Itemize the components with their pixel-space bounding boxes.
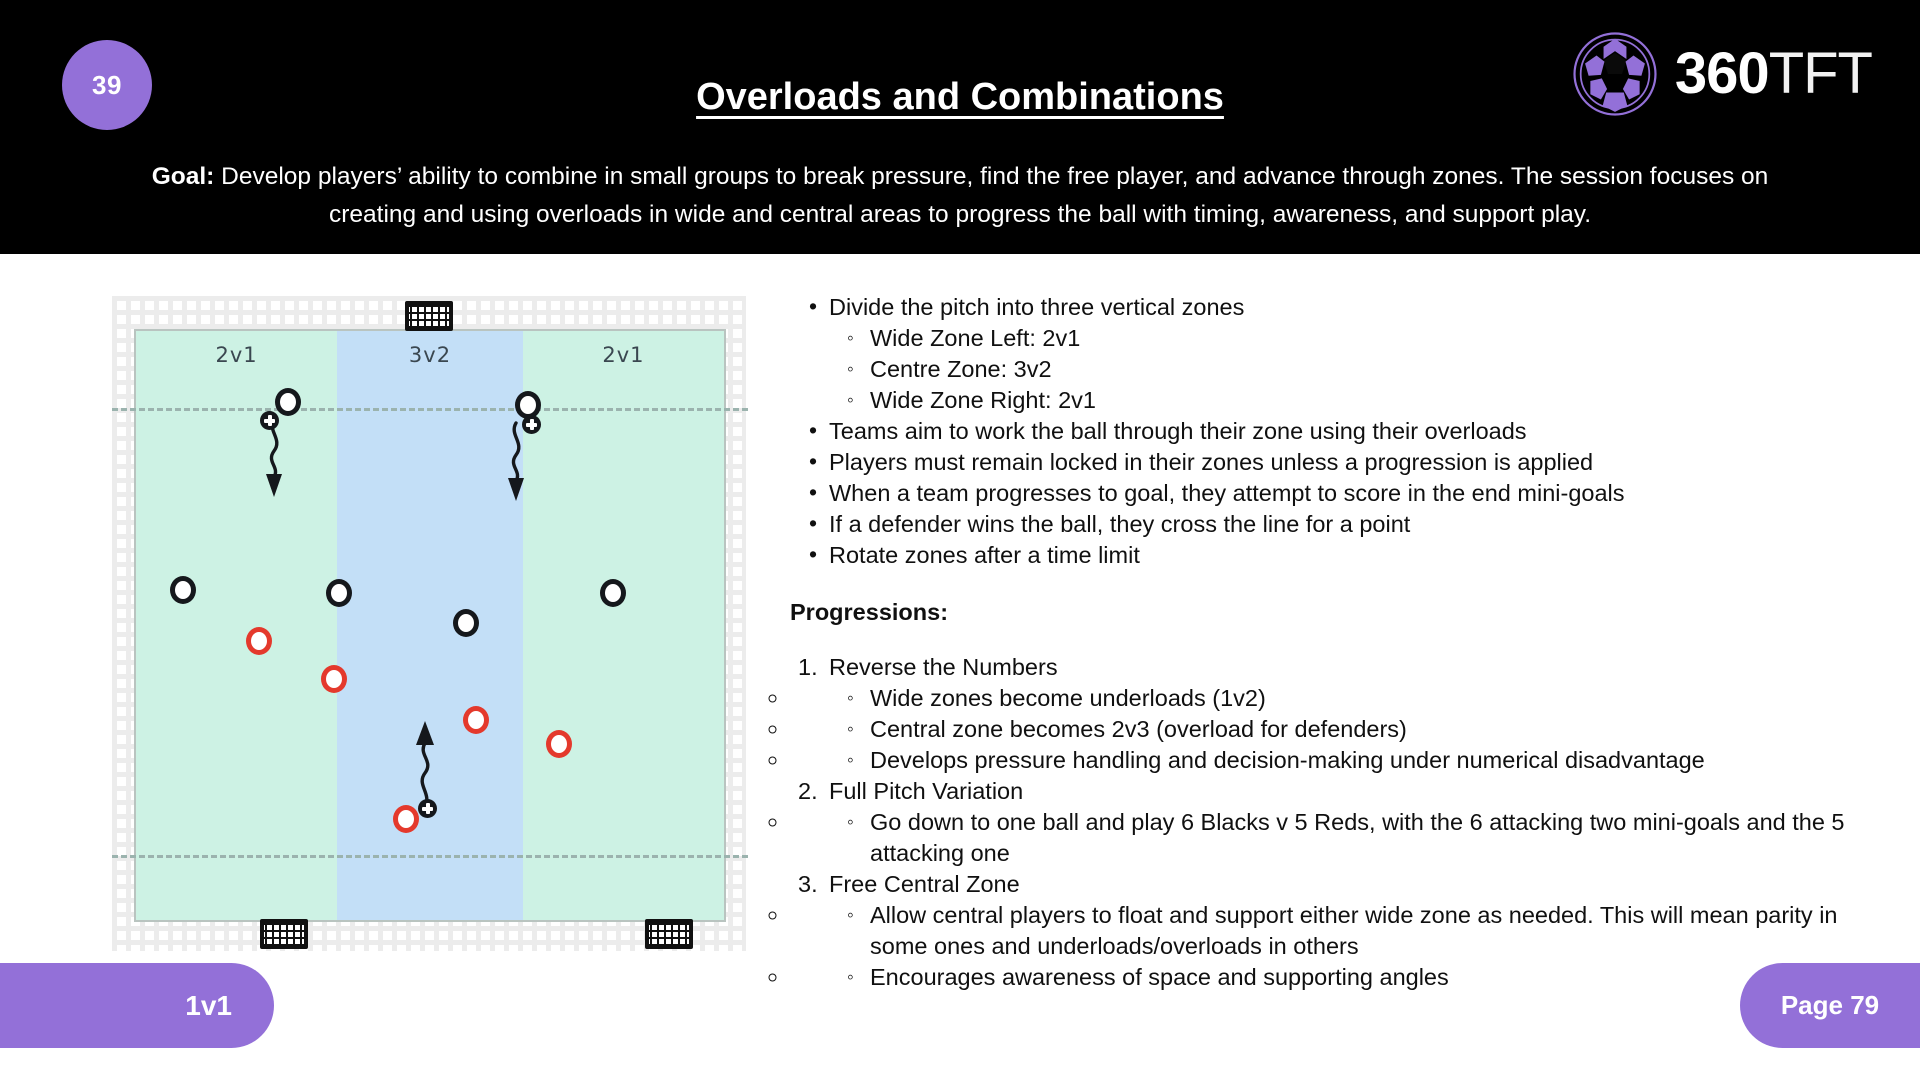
slide-header <box>0 0 1920 254</box>
page-badge-label: Page 79 <box>1780 990 1880 1020</box>
player-marker-red <box>393 805 419 833</box>
list-marker: 2. <box>798 778 818 804</box>
list-item: ◦ Wide Zone Left: 2v1 <box>790 323 1880 354</box>
list-item: • Teams aim to work the ball through their zone using their overloads <box>790 416 1880 447</box>
mini-goal-bottom-right-icon <box>645 919 693 949</box>
progression-title: Reverse the Numbers <box>829 654 1058 680</box>
player-marker-black <box>453 609 479 637</box>
brand-primary: 360 <box>1674 41 1769 106</box>
soccer-ball-icon <box>1571 30 1659 118</box>
zone-label-wide-right: 2v1 <box>602 343 645 367</box>
list-item: ◦ ◦ Allow central players to float and support either wide zone as needed. This will mean parity in some ones and underloads/overloads in others <box>790 900 1880 962</box>
dribble-arrow-centre-icon <box>408 719 442 809</box>
list-item: ◦ ◦ Wide zones become underloads (1v2) <box>790 683 1880 714</box>
player-marker-red <box>246 627 272 655</box>
session-goal <box>120 158 1800 234</box>
ball-icon <box>418 799 437 818</box>
list-item: • Divide the pitch into three vertical zones <box>790 292 1880 323</box>
progressions-list <box>790 652 1880 993</box>
progression-title: Full Pitch Variation <box>829 778 1024 804</box>
progression-sub-list <box>790 807 1880 869</box>
dashed-line-bottom <box>112 855 748 858</box>
player-marker-red <box>463 706 489 734</box>
list-marker: 1. <box>798 654 818 680</box>
list-item: ◦ ◦ Central zone becomes 2v3 (overload for defenders) <box>790 714 1880 745</box>
list-item: • Rotate zones after a time limit <box>790 540 1880 571</box>
list-item <box>790 652 1880 683</box>
page-number-badge-label: 39 <box>92 69 122 100</box>
list-item: ◦ Wide Zone Right: 2v1 <box>790 385 1880 416</box>
zone-wide-right <box>523 331 724 920</box>
ball-icon <box>522 415 541 434</box>
brand-secondary: TFT <box>1768 41 1872 106</box>
brand-wordmark <box>1674 41 1872 106</box>
dashed-line-top <box>112 408 748 411</box>
player-marker-black <box>600 579 626 607</box>
player-marker-black <box>275 388 301 416</box>
mini-goal-bottom-left-icon <box>260 919 308 949</box>
list-item: ◦ ◦ Develops pressure handling and decision-making under numerical disadvantage <box>790 745 1880 776</box>
session-goal-text: Develop players’ ability to combine in small groups to break pressure, find the free player, and advance through zones. The session focuses on creating and using overloads in wide and central areas to progress the ball with timing, awareness, and support play. <box>214 163 1769 228</box>
zone-label-centre: 3v2 <box>408 343 452 367</box>
session-goal-label: Goal: <box>151 163 215 190</box>
format-badge <box>0 963 274 1048</box>
progression-sub-list <box>790 683 1880 776</box>
mini-goal-top-icon <box>405 301 453 331</box>
brand-logo <box>1571 30 1872 118</box>
player-marker-red <box>546 730 572 758</box>
page-title: Overloads and Combinations <box>696 76 1224 118</box>
list-item: • Players must remain locked in their zones unless a progression is applied <box>790 447 1880 478</box>
progression-title: Free Central Zone <box>829 871 1020 897</box>
list-item <box>790 776 1880 807</box>
list-item: ◦ ◦ Go down to one ball and play 6 Blacks v 5 Reds, with the 6 attacking two mini-goals and the 5 attacking one <box>790 807 1880 869</box>
pitch-board <box>134 329 726 922</box>
list-item: • When a team progresses to goal, they attempt to score in the end mini-goals <box>790 478 1880 509</box>
list-marker: 3. <box>798 871 818 897</box>
list-item <box>790 869 1880 900</box>
list-item: • If a defender wins the ball, they cross the line for a point <box>790 509 1880 540</box>
session-content <box>790 292 1880 993</box>
player-marker-black <box>326 579 352 607</box>
ball-icon <box>260 411 279 430</box>
format-badge-label: 1v1 <box>185 989 232 1021</box>
player-marker-red <box>321 665 347 693</box>
player-marker-black <box>170 576 196 604</box>
page-badge <box>1740 963 1920 1048</box>
zone-wide-left <box>136 331 337 920</box>
progressions-heading: Progressions: <box>790 599 949 625</box>
list-item: ◦ ◦ Encourages awareness of space and supporting angles <box>790 962 1880 993</box>
organisation-bullet-list <box>790 292 1880 571</box>
zone-label-wide-left: 2v1 <box>215 343 258 367</box>
progression-sub-list <box>790 900 1880 993</box>
pitch-diagram <box>112 296 746 951</box>
list-item: ◦ Centre Zone: 3v2 <box>790 354 1880 385</box>
zone-centre <box>337 331 523 920</box>
